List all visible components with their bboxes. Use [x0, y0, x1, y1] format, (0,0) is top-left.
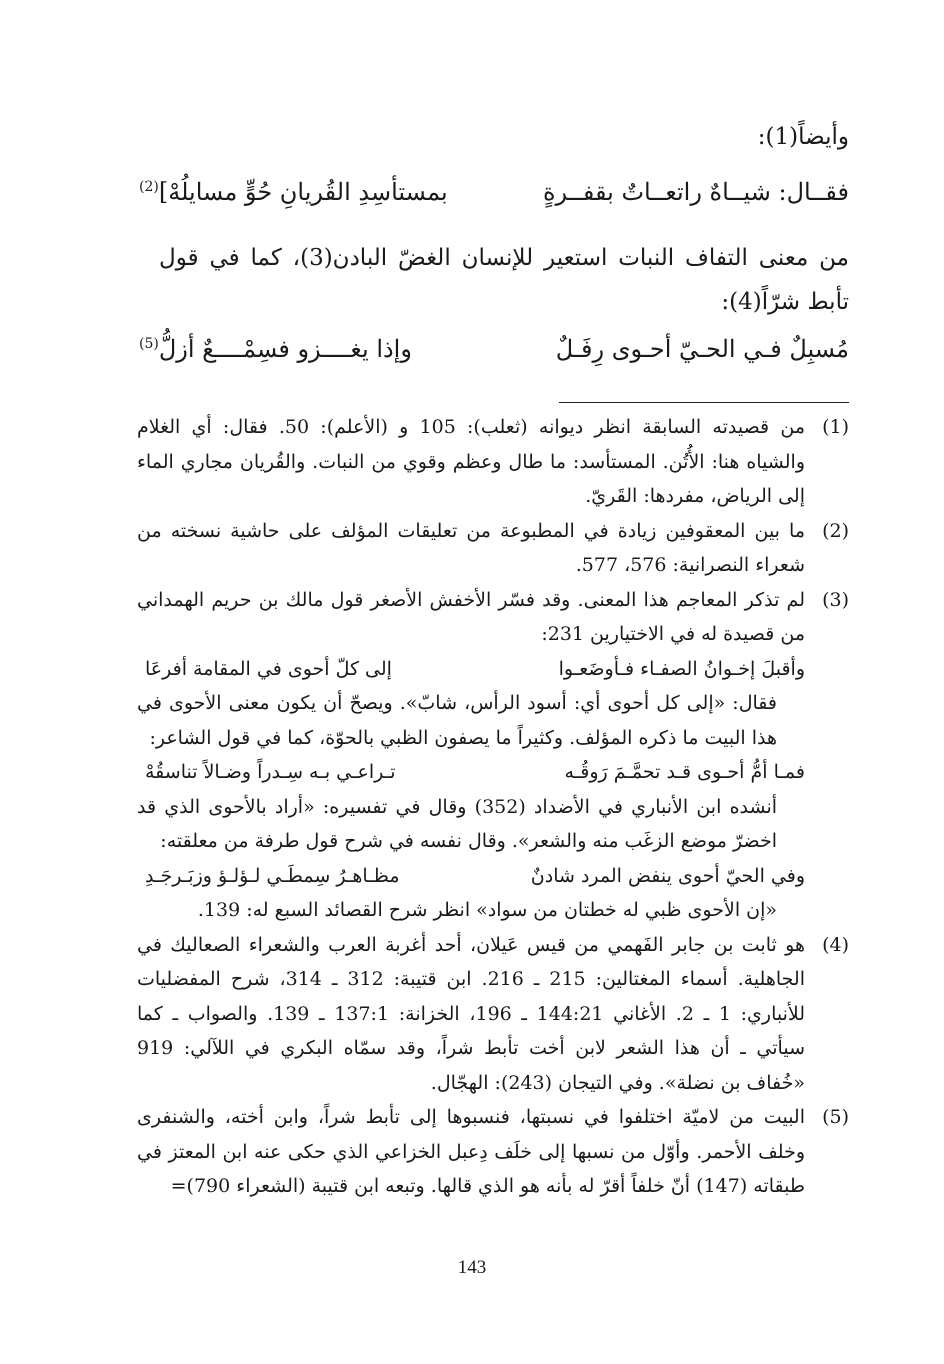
footnote-4: [137, 928, 849, 1101]
footnote-number: (4): [822, 933, 849, 956]
footnote-number: (1): [822, 416, 849, 438]
footnote-text: لم تذكر المعاجم هذا المعنى. وقد فسّر الأخفش الأصغر قول مالك بن حريم الهمداني من قصيدة له في الاختيارين 231:: [137, 588, 805, 645]
footnote-text: البيت من لاميّة اختلفوا في نسبتها، فنسبوها إلى تأبط شراً، وابن أخته، والشنفرى وخلف الأحمر. وأوّل من نسبها إلى خلَف دِعبل الخزاعي الذي حكى عنه ابن المعتز في طبقاته (147) أنّ خلفاً أقرّ له بأنه هو الذي قالها. وتبعه ابن قتيبة (الشعراء 790)=: [137, 1106, 805, 1197]
verse-1-second-text: بمستأسِدِ القُريانِ حُوٍّ مسايلُهْ]: [158, 178, 448, 206]
body-paragraph: [159, 236, 849, 324]
footnote-5: [137, 1100, 849, 1204]
footnote-text: أنشده ابن الأنباري في الأضداد (352) وقال في تفسيره: «أراد بالأحوى الذي قد اخضرّ موضع الزغَب منه والشعر». وقال نفسه في شرح قول طرفة من معلقته:: [137, 795, 778, 852]
footnote-text: ما بين المعقوفين زيادة في المطبوعة من تعليقات المؤلف على حاشية نسخته من شعراء النصرانية: 576، 577.: [137, 519, 805, 576]
footnote-number: (5): [822, 1106, 849, 1128]
verse-1: [139, 178, 849, 218]
footnote-verse-second: مظـاهـرُ سِمطَـي لـؤلـؤ وزبَـرجَـدِ: [145, 864, 400, 887]
footnote-text: من قصيدته السابقة انظر ديوانه (ثعلب): 105 و (الأعلم): 50. فقال: أي الغلام والشياه هنا: الأُتُن. المستأسد: ما طال وعظم وقوي من النبات. والقُريان مجاري الماء إلى الرياض، مفردها: القَريّ.: [137, 416, 805, 507]
footnote-number: (2): [822, 519, 849, 542]
verse-2-second-text: وإذا يغــــزو فسِمْــــعٌ أزلُّ: [158, 335, 412, 363]
footnote-number: (3): [822, 588, 849, 611]
verse-2-first-hemistich: مُسبِلٌ فـي الحـيّ أحـوى رِفَـلٌ: [555, 335, 849, 363]
footnote-text: فقال: «إلى كل أحوى أي: أسود الرأس، شابّ». ويصحّ أن يكون معنى الأحوى في هذا البيت ما ذكره المؤلف. وكثيراً ما يصفون الظبي بالحوّة، كما في قول الشاعر:: [137, 692, 777, 749]
footnote-verse: [137, 755, 805, 790]
footnote-text: هو ثابت بن جابر الفَهمي من قيس عَيلان، أحد أغربة العرب والشعراء الصعاليك في الجاهلية. أسماء المغتالين: 215 ـ 216. ابن قتيبة: 312 ـ 314، شرح المفضليات للأنباري: 1 ـ 2. الأغاني 144:21 ـ 196، الخزانة: 137:1 ـ 139. والصواب ـ كما سيأتي ـ أن هذا الشعر لابن أخت تأبط شراً، وقد سمّاه البكري في اللآلي: 919 «خُفاف بن نضلة». وفي التيجان (243): الهجّال.: [137, 933, 806, 1094]
footnote-3: [137, 583, 849, 928]
footnote-1: [137, 410, 849, 514]
verse-1-footnote-marker: (2): [139, 179, 159, 195]
verse-2-second-hemistich: [139, 335, 412, 363]
intro-text: وأيضاً(1):: [757, 124, 849, 150]
footnote-verse-first: وأقبلَ إخـوانُ الصفـاء فـأوضَعـوا: [558, 657, 805, 680]
footnote-verse: [137, 652, 805, 687]
verse-2-footnote-marker: (5): [139, 336, 159, 352]
footnote-verse-first: فمـا أمُّ أحـوى قـد تحمَّـمَ رَوقُـه: [564, 761, 805, 783]
footnote-text: «إن الأحوى ظبي له خطتان من سواد» انظر شرح القصائد السبع له: 139.: [197, 899, 777, 921]
footnote-verse: [137, 859, 805, 894]
page-number: 143: [457, 1257, 487, 1278]
body-paragraph-text: من معنى التفاف النبات استعير للإنسان الغضّ البادن(3)، كما في قول تأبط شرّاً(4):: [159, 245, 850, 315]
footnote-verse-first: وفي الحيّ أحوى ينفض المرد شادنٌ: [530, 864, 805, 887]
footnotes: [137, 410, 849, 1204]
footnote-separator: [559, 402, 849, 403]
verse-1-first-hemistich: فقــال: شيــاهٌ راتعــاتٌ بقفــرةٍ: [542, 178, 849, 206]
verse-2: [139, 335, 849, 375]
intro-line: [159, 115, 849, 159]
footnote-verse-second: تـراعـي بـه سِـدراً وضـالاً تناسقُهْ: [145, 761, 396, 783]
footnote-2: [137, 514, 849, 583]
footnote-verse-second: إلى كلّ أحوى في المقامة أفرعَا: [145, 657, 392, 680]
verse-1-second-hemistich: [139, 178, 448, 206]
